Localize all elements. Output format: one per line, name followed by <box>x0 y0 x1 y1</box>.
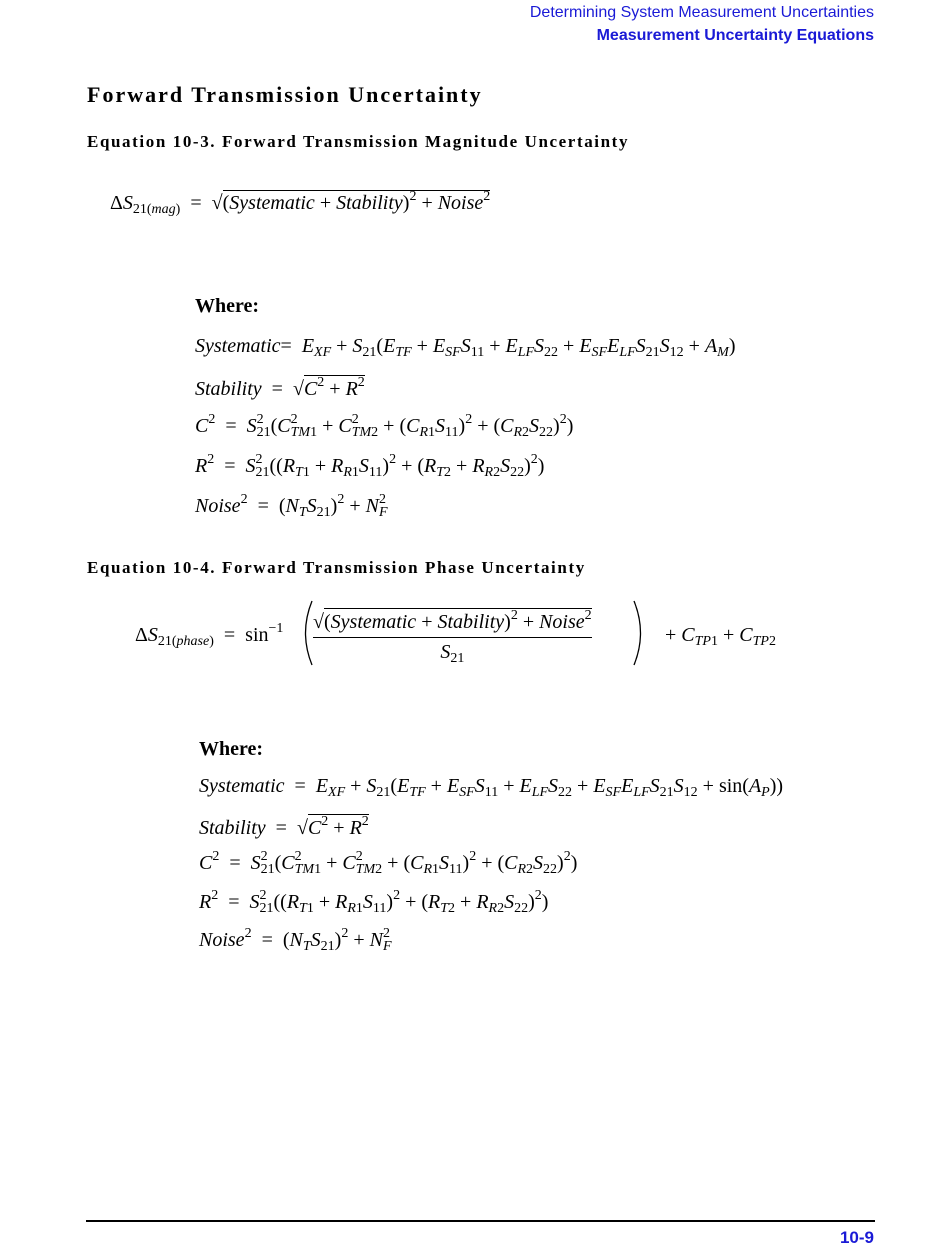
where-label-1: Where: <box>195 295 260 317</box>
systematic-definition: Systematic = $E_{XF} + S_{21}(E_{TF} + E_{SF}S_{11} + E_{LF}S_{22} + E_{SF}E_{LF}S_{21}S_{12} + \sin(A_P))$ <box>199 775 784 800</box>
phase-definitions <box>199 775 783 968</box>
r-squared-definition: $R^2 = S^2_{21}((R_{T1} + R_{R1}S_{11})^2 + (R_{T2} + R_{R2}S_{22})^2)$ <box>195 452 545 480</box>
noise-definition: Noise$^2$ = $(N_TS_{21})^2 + N^2_F$ <box>199 926 392 954</box>
right-paren <box>632 600 648 666</box>
magnitude-uncertainty-equation: $\Delta S_{21(mag)}$ = √(Systematic + Stability)$^2$ + Noise$^2$ <box>110 189 491 217</box>
where-label-2: Where: <box>199 738 264 760</box>
systematic-definition: Systematic= $E_{XF} + S_{21}(E_{TF} + E_{SF}S_{11} + E_{LF}S_{22} + E_{SF}E_{LF}S_{21}S_{12} + A_M)$ <box>195 335 736 360</box>
stability-definition: Stability = $√C^2 + R^2$ <box>199 813 369 839</box>
running-header-chapter: Determining System Measurement Uncertainties <box>529 4 874 21</box>
c-squared-definition: $C^2 = S^2_{21}(C^2_{TM1} + C^2_{TM2} + (C_{R1}S_{11})^2 + (C_{R2}S_{22})^2)$ <box>195 412 574 440</box>
c-squared-definition: $C^2 = S^2_{21}(C^2_{TM1} + C^2_{TM2} + (C_{R1}S_{11})^2 + (C_{R2}S_{22})^2)$ <box>199 849 578 877</box>
equation-10-4-caption: Equation 10-4. Forward Transmission Phase Uncertainty <box>87 558 586 577</box>
noise-definition: Noise$^2$ = $(N_TS_{21})^2 + N^2_F$ <box>195 492 388 520</box>
left-paren <box>298 600 314 666</box>
running-header-section: Measurement Uncertainty Equations <box>596 27 874 44</box>
stability-definition: Stability = $√C^2 + R^2$ <box>195 375 365 400</box>
section-title: Forward Transmission Uncertainty <box>87 82 483 107</box>
phase-fraction: √(Systematic + Stability)$^2$ + Noise$^2$ $S_{21}$ <box>313 608 592 666</box>
r-squared-definition: $R^2 = S^2_{21}((R_{T1} + R_{R1}S_{11})^2 + (R_{T2} + R_{R2}S_{22})^2)$ <box>199 887 549 916</box>
footer-rule <box>86 1220 875 1222</box>
equation-10-3-caption: Equation 10-3. Forward Transmission Magnitude Uncertainty <box>87 132 630 151</box>
magnitude-definitions <box>195 335 736 535</box>
page-number: 10-9 <box>839 1228 874 1247</box>
